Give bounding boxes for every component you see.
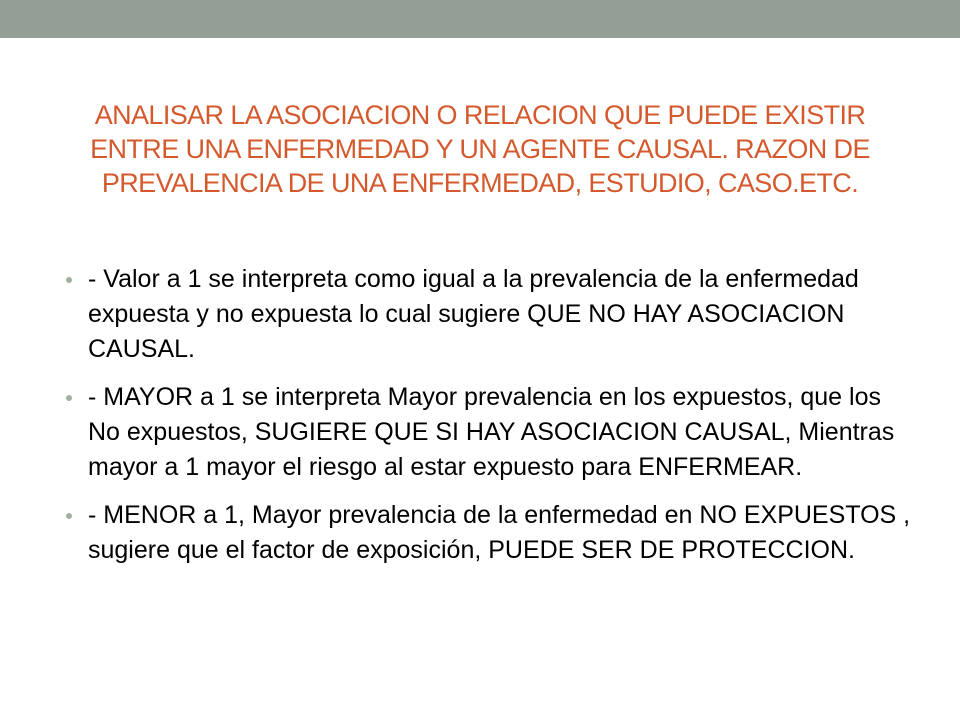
bullet-dot-icon (66, 395, 72, 401)
bullet-list (64, 262, 914, 581)
slide-top-bar (0, 0, 960, 38)
bullet-item-1 (64, 262, 914, 367)
slide-title: ANALISAR LA ASOCIACION O RELACION QUE PUEDE EXISTIR ENTRE UNA ENFERMEDAD Y UN AGENTE CAUSAL. RAZON DE PREVALENCIA DE UNA ENFERMEDAD, ESTUDIO, CASO.ETC. (90, 100, 870, 198)
bullet-item-3 (64, 498, 914, 568)
bullet-text-2: - MAYOR a 1 se interpreta Mayor prevalencia en los expuestos, que los No expuestos, SUGIERE QUE SI HAY ASOCIACION CAUSAL, Mientras mayor a 1 mayor el riesgo al estar expuesto para ENFERMEAR. (88, 383, 895, 481)
bullet-dot-icon (66, 513, 72, 519)
bullet-text-1: - Valor a 1 se interpreta como igual a la prevalencia de la enfermedad expuesta y no expuesta lo cual sugiere QUE NO HAY ASOCIACION CAUSAL. (88, 265, 859, 363)
bullet-text-3: - MENOR a 1, Mayor prevalencia de la enfermedad en NO EXPUESTOS , sugiere que el factor de exposición, PUEDE SER DE PROTECCION. (88, 501, 911, 564)
bullet-dot-icon (66, 277, 72, 283)
bullet-item-2 (64, 380, 914, 485)
